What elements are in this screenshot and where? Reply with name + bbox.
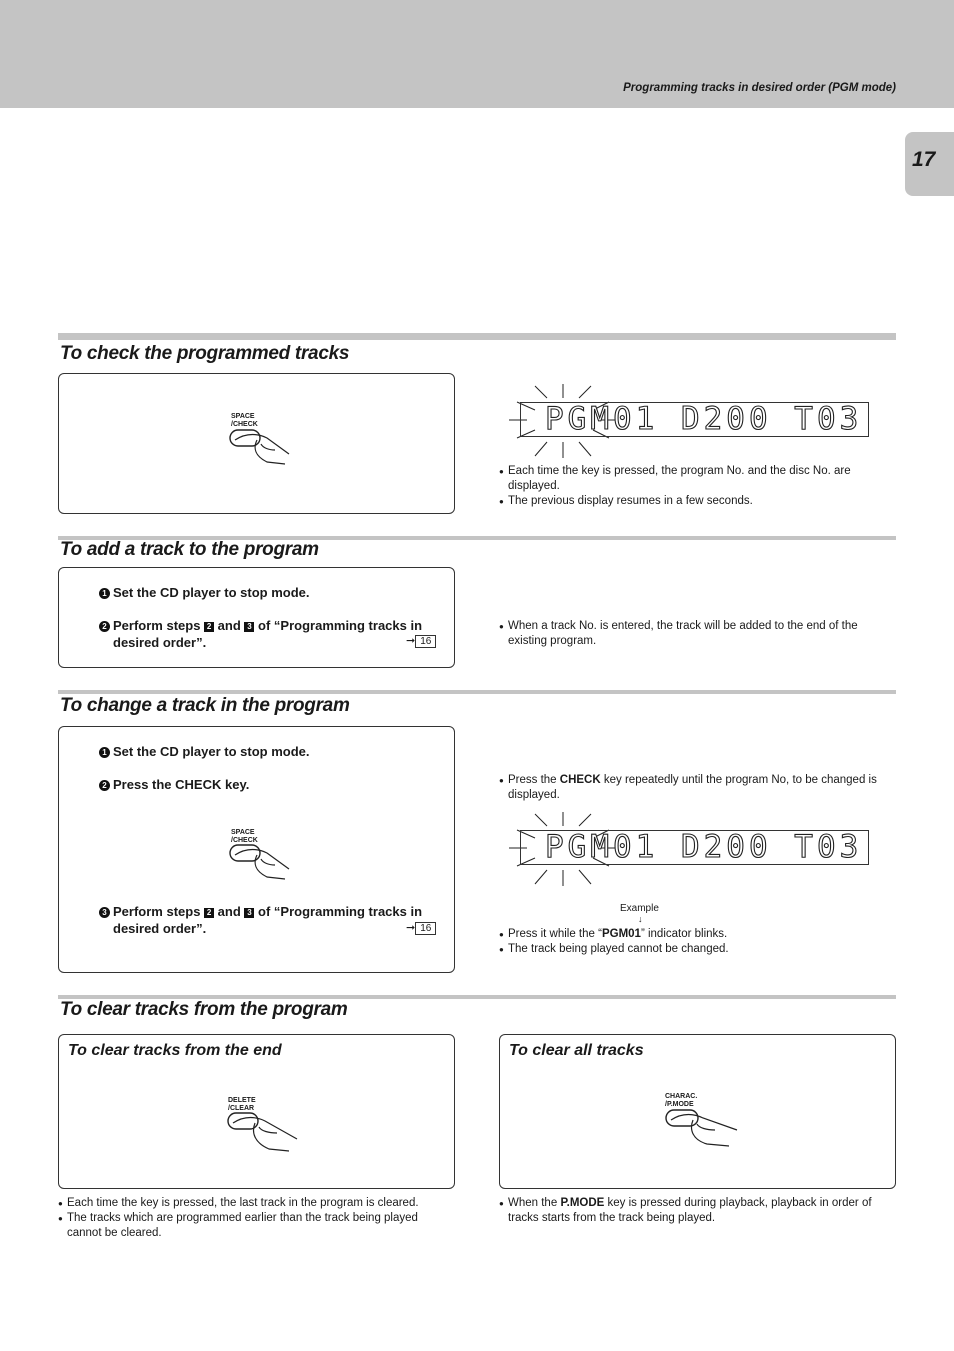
key-label: SPACE /CHECK [231,829,258,844]
lcd-display: PGM01 D200 T03 [520,830,869,865]
list-item: ● Press the CHECK key repeatedly until the program No, to be changed is displayed. [499,773,896,803]
page-reference: ➞ 16 [406,634,436,648]
clear-end-box [58,1034,455,1189]
step-2: 2 Press the CHECK key. [99,776,249,793]
section-heading-clear: To clear tracks from the program [60,999,348,1020]
lcd-display: PGM01 D200 T03 [520,402,869,437]
hand-pressing-key-icon [225,1109,301,1159]
check-notes [499,464,896,509]
list-item: ● The track being played cannot be changed. [499,942,896,957]
running-header: Programming tracks in desired order (PGM mode) [623,82,896,94]
step-3: 3 Perform steps 2 and 3 of “Programming tracks in desired order”. [99,903,451,937]
section-heading-change: To change a track in the program [60,695,350,716]
step-1: 1 Set the CD player to stop mode. [99,584,309,601]
key-label: DELETE /CLEAR [228,1097,256,1112]
clear-all-box [499,1034,896,1189]
section-heading-check: To check the programmed tracks [60,343,350,364]
check-instruction-box [58,373,455,514]
list-item: ● The previous display resumes in a few seconds. [499,494,896,509]
step-number-icon: 1 [99,588,110,599]
section-rule [58,690,896,694]
key-label: CHARAC. /P.MODE [665,1093,698,1108]
list-item: ● When the P.MODE key is pressed during playback, playback in order of tracks starts from the track being played. [499,1196,896,1226]
clear-end-title: To clear tracks from the end [68,1042,282,1059]
step-2: 2 Perform steps 2 and 3 of “Programming tracks in desired order”. [99,617,451,651]
hand-pressing-key-icon [227,841,293,883]
clear-all-notes [499,1196,896,1226]
step-number-icon: 3 [99,907,110,918]
example-label: Example [620,903,659,914]
add-note [499,619,896,649]
add-instruction-box [58,567,455,668]
list-item: ● Each time the key is pressed, the last track in the program is cleared. [58,1196,455,1211]
list-item: ● Each time the key is pressed, the program No. and the disc No. are displayed. [499,464,896,494]
clear-end-notes [58,1196,455,1241]
list-item: ● Press it while the “PGM01” indicator blinks. [499,927,896,942]
page-reference: ➞ 16 [406,921,436,935]
change-note-1 [499,773,896,803]
hand-pressing-key-icon [663,1106,743,1156]
page-number: 17 [912,148,936,171]
change-notes [499,927,896,957]
section-heading-add: To add a track to the program [60,539,319,560]
list-item: ● The tracks which are programmed earlier than the track being played cannot be cleared. [58,1211,455,1241]
step-number-icon: 2 [99,780,110,791]
section-rule [58,333,896,340]
change-instruction-box [58,726,455,973]
hand-pressing-key-icon [227,426,293,468]
key-label: SPACE /CHECK [231,413,258,428]
arrow-down-icon: ↓ [638,914,643,924]
list-item: ● When a track No. is entered, the track will be added to the end of the existing program. [499,619,896,649]
clear-all-title: To clear all tracks [509,1042,644,1059]
step-number-icon: 1 [99,747,110,758]
step-1: 1 Set the CD player to stop mode. [99,743,309,760]
step-number-icon: 2 [99,621,110,632]
